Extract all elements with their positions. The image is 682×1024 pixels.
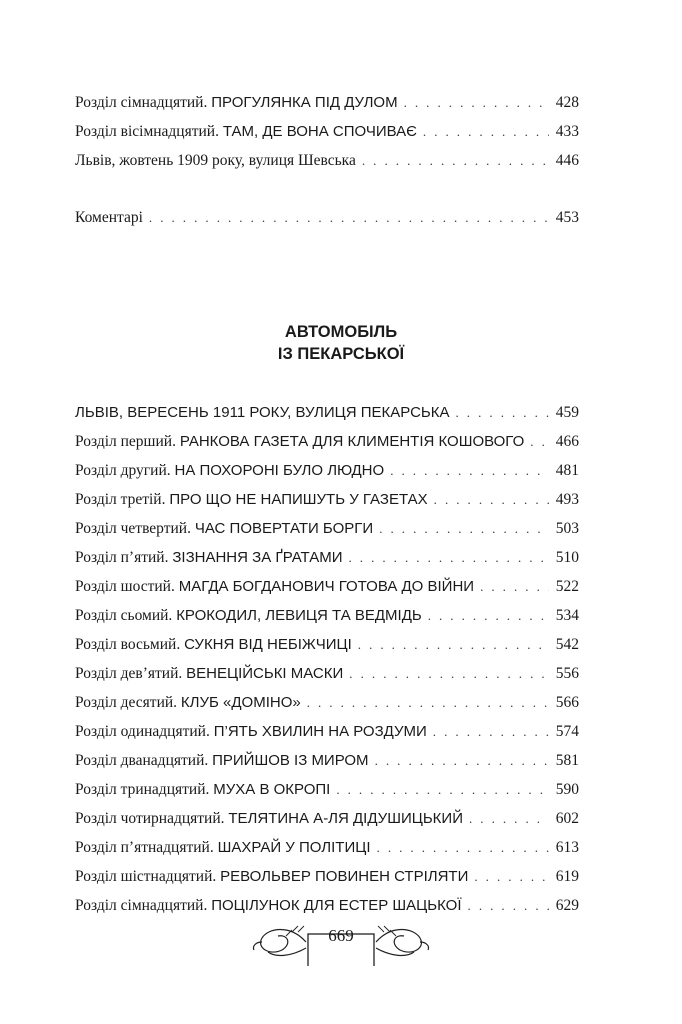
toc-entry-title: Розділ третій. ПРО ЩО НЕ НАПИШУТЬ У ГАЗЕТАХ (75, 491, 428, 508)
toc-entry-title: Львів, жовтень 1909 року, вулиця Шевська (75, 152, 356, 169)
toc-entry-page: 481 (555, 462, 579, 479)
toc-entry-title: Розділ вісімнадцятий. ТАМ, ДЕ ВОНА СПОЧИВАЄ (75, 123, 417, 140)
toc-entry-page: 581 (555, 752, 579, 769)
toc-entry-comments[interactable] (75, 203, 579, 232)
toc-entry-title: Розділ восьмий. СУКНЯ ВІД НЕБІЖЧИЦІ (75, 636, 352, 653)
dot-leader (358, 630, 549, 659)
toc-entry-title: Розділ перший. РАНКОВА ГАЗЕТА ДЛЯ КЛИМЕНТІЯ КОШОВОГО (75, 433, 525, 450)
toc-entry-title: Розділ п’ятнадцятий. ШАХРАЙ У ПОЛІТИЦІ (75, 839, 371, 856)
toc-entry[interactable] (75, 804, 579, 833)
toc-entry-title: Розділ сімнадцятий. ПРОГУЛЯНКА ПІД ДУЛОМ (75, 94, 398, 111)
section-title-line2: ІЗ ПЕКАРСЬКОЇ (277, 345, 405, 363)
dot-leader (379, 514, 549, 543)
dot-leader (530, 427, 549, 456)
toc-entry-page: 503 (555, 520, 579, 537)
toc-entry-title: Розділ тринадцятий. МУХА В ОКРОПІ (75, 781, 331, 798)
toc-entry-title: Розділ сьомий. КРОКОДИЛ, ЛЕВИЦЯ ТА ВЕДМІДЬ (75, 607, 422, 624)
toc-entry-page: 566 (555, 694, 579, 711)
toc-entry-page: 534 (555, 607, 579, 624)
toc-entry-title: Коментарі (75, 209, 143, 226)
dot-leader (348, 543, 549, 572)
toc-entry-title: Розділ шостий. МАГДА БОГДАНОВИЧ ГОТОВА ДО ВІЙНИ (75, 578, 475, 595)
toc-entry[interactable] (75, 543, 579, 572)
toc-entry[interactable] (75, 398, 579, 427)
dot-leader (423, 117, 549, 146)
toc-entry-title: Розділ одинадцятий. П’ЯТЬ ХВИЛИН НА РОЗДУМИ (75, 723, 427, 740)
toc-entry[interactable] (75, 117, 579, 146)
page-footer (0, 906, 682, 966)
dot-leader (404, 88, 549, 117)
toc-top-list (75, 88, 579, 232)
toc-entry-page: 574 (555, 723, 579, 740)
toc-main-list (75, 398, 579, 920)
toc-entry-title: Розділ десятий. КЛУБ «ДОМІНО» (75, 694, 301, 711)
toc-entry[interactable] (75, 514, 579, 543)
toc-entry-title: Розділ п’ятий. ЗІЗНАННЯ ЗА ҐРАТАМИ (75, 549, 343, 566)
toc-entry-page: 590 (555, 781, 579, 798)
toc-entry[interactable] (75, 146, 579, 175)
toc-entry[interactable] (75, 862, 579, 891)
toc-entry-page: 522 (555, 578, 579, 595)
toc-entry-page: 619 (555, 868, 579, 885)
page-number: 669 (328, 926, 354, 945)
toc-entry-title: Розділ дванадцятий. ПРИЙШОВ ІЗ МИРОМ (75, 752, 369, 769)
toc-entry-title: Розділ шістнадцятий. РЕВОЛЬВЕР ПОВИНЕН СТРІЛЯТИ (75, 868, 469, 885)
toc-entry[interactable] (75, 88, 579, 117)
toc-entry-title: ЛЬВІВ, ВЕРЕСЕНЬ 1911 РОКУ, ВУЛИЦЯ ПЕКАРСЬКА (75, 404, 450, 421)
toc-entry[interactable] (75, 775, 579, 804)
toc-entry[interactable] (75, 427, 579, 456)
dot-leader (375, 746, 549, 775)
dot-leader (307, 688, 549, 717)
toc-entry-page: 542 (555, 636, 579, 653)
toc-entry-title: Розділ чотирнадцятий. ТЕЛЯТИНА А-ЛЯ ДІДУШИЦЬКИЙ (75, 810, 463, 827)
toc-entry[interactable] (75, 601, 579, 630)
dot-leader (433, 717, 549, 746)
toc-entry-page: 459 (555, 404, 579, 421)
toc-entry-page: 428 (555, 94, 579, 111)
dot-leader (428, 601, 549, 630)
toc-entry-page: 556 (555, 665, 579, 682)
dot-leader (434, 485, 549, 514)
dot-leader (480, 572, 549, 601)
dot-leader (390, 456, 549, 485)
toc-entry[interactable] (75, 833, 579, 862)
section-title (0, 321, 682, 365)
toc-entry[interactable] (75, 659, 579, 688)
toc-entry-page: 453 (555, 209, 579, 226)
toc-entry-title: Розділ сімнадцятий. ПОЦІЛУНОК ДЛЯ ЕСТЕР ШАЦЬКОЇ (75, 897, 462, 914)
dot-leader (336, 775, 549, 804)
toc-entry[interactable] (75, 746, 579, 775)
toc-entry-page: 613 (555, 839, 579, 856)
toc-entry-title: Розділ дев’ятий. ВЕНЕЦІЙСЬКІ МАСКИ (75, 665, 344, 682)
section-title-line1: АВТОМОБІЛЬ (284, 323, 398, 341)
toc-entry[interactable] (75, 456, 579, 485)
toc-entry-page: 433 (555, 123, 579, 140)
toc-entry-page: 510 (555, 549, 579, 566)
toc-entry-page: 493 (555, 491, 579, 508)
dot-leader (469, 804, 549, 833)
toc-entry-page: 602 (555, 810, 579, 827)
toc-entry-page: 446 (555, 152, 579, 169)
dot-leader (474, 862, 549, 891)
toc-entry[interactable] (75, 485, 579, 514)
dot-leader (349, 659, 549, 688)
toc-entry-page: 629 (555, 897, 579, 914)
toc-entry-title: Розділ другий. НА ПОХОРОНІ БУЛО ЛЮДНО (75, 462, 385, 479)
dot-leader (377, 833, 549, 862)
dot-leader (456, 398, 550, 427)
toc-entry-title: Розділ четвертий. ЧАС ПОВЕРТАТИ БОРГИ (75, 520, 374, 537)
toc-entry[interactable] (75, 572, 579, 601)
dot-leader (149, 203, 549, 232)
dot-leader (362, 146, 549, 175)
toc-entry[interactable] (75, 717, 579, 746)
toc-entry[interactable] (75, 630, 579, 659)
toc-entry-page: 466 (555, 433, 579, 450)
toc-entry[interactable] (75, 688, 579, 717)
